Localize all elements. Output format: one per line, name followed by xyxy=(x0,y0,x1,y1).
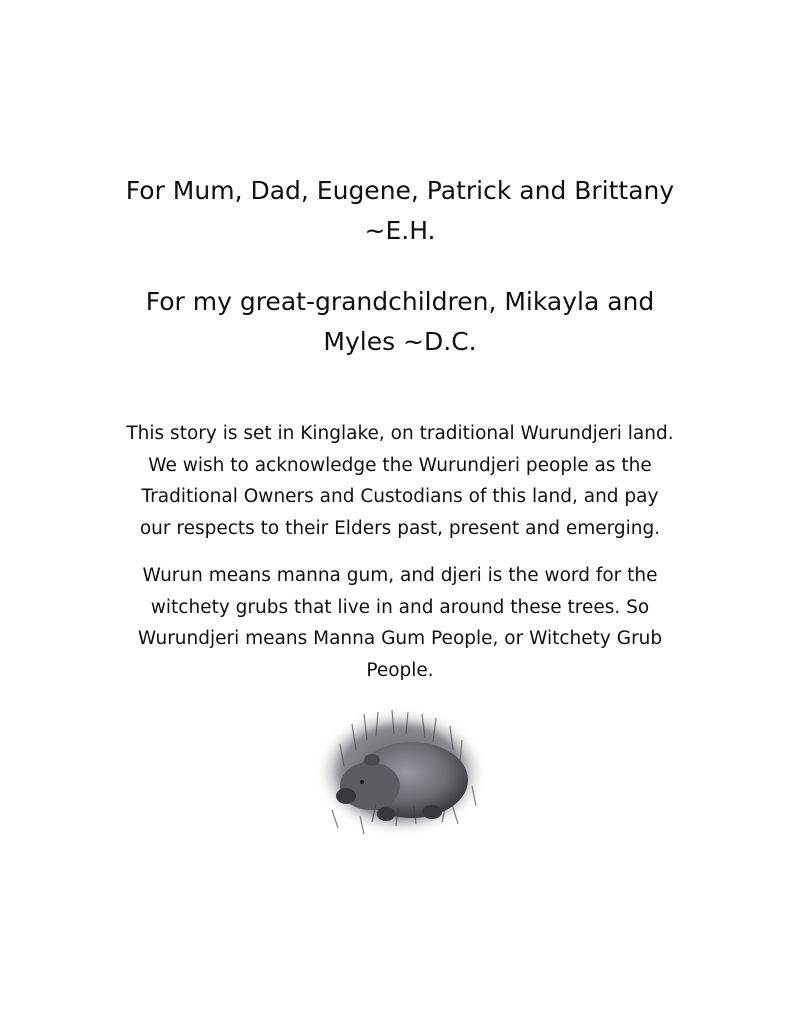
ack-line: This story is set in Kinglake, on traditional Wurundjeri land. xyxy=(126,423,674,444)
ack-line: Traditional Owners and Custodians of this land, and pay xyxy=(141,486,659,507)
dedication-illustrator-line2: Myles ~D.C. xyxy=(323,327,477,356)
meaning-line: witchety grubs that live in and around these trees. So xyxy=(150,596,650,618)
dedication-illustrator-line1: For my great-grandchildren, Mikayla and xyxy=(145,287,655,316)
ack-line: our respects to their Elders past, present and emerging. xyxy=(139,517,661,539)
dedication-author-line2: ~E.H. xyxy=(364,216,436,245)
meaning-line: Wurun means manna gum, and djeri is the word for the xyxy=(142,565,658,586)
wurundjeri-meaning xyxy=(60,560,740,686)
wombat-icon xyxy=(312,700,490,840)
dedication-illustrator xyxy=(60,282,740,362)
wombat-illustration xyxy=(312,700,490,840)
dedication-author xyxy=(60,171,740,251)
meaning-line: People. xyxy=(366,659,434,681)
acknowledgement-of-country xyxy=(60,418,740,544)
ack-line: We wish to acknowledge the Wurundjeri people as the xyxy=(148,454,652,476)
dedication-author-line1: For Mum, Dad, Eugene, Patrick and Brittany xyxy=(125,176,675,205)
meaning-line: Wurundjeri means Manna Gum People, or Witchety Grub xyxy=(137,628,663,649)
